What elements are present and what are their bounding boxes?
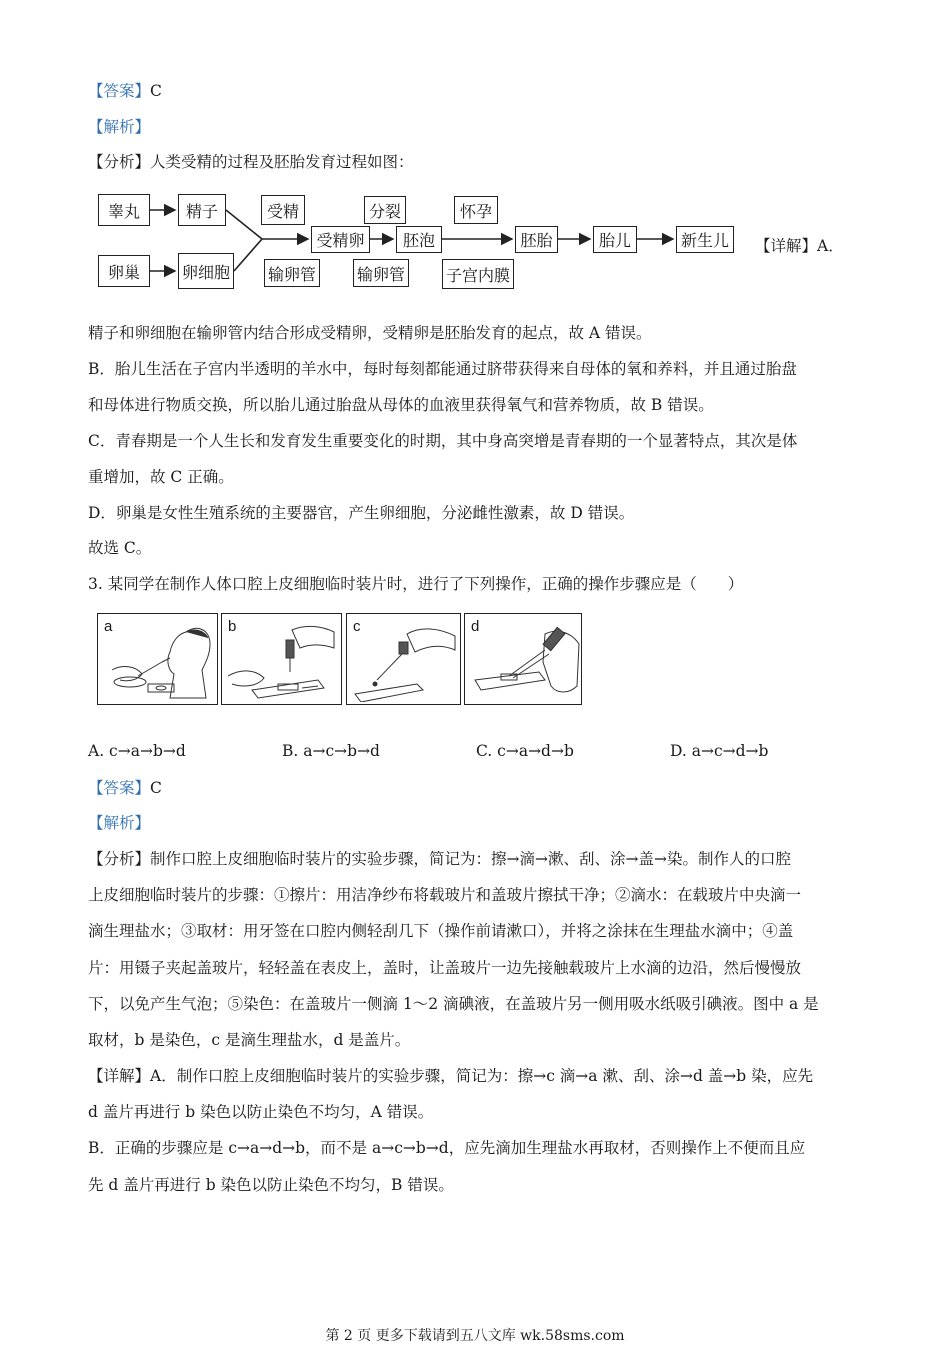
panel-c-letter: c bbox=[353, 618, 361, 635]
analysis2-text-1: 制作口腔上皮细胞临时装片的实验步骤，简记为：擦→滴→漱、刮、涂→盖→染。制作人的口腔 bbox=[150, 850, 791, 868]
option-d: D. a→c→d→b bbox=[670, 742, 769, 760]
node-huaiyun: 怀孕 bbox=[454, 196, 498, 224]
option-c: C. c→a→d→b bbox=[476, 742, 574, 760]
panel-b bbox=[221, 613, 342, 705]
option-b: B. a→c→b→d bbox=[282, 742, 380, 760]
panel-b-letter: b bbox=[228, 618, 237, 635]
panel-d bbox=[464, 613, 582, 705]
analysis-label: 【分析】 bbox=[88, 153, 151, 171]
detail2-line-4: 先 d 盖片再进行 b 染色以防止染色不均匀，B 错误。 bbox=[88, 1176, 454, 1194]
page-footer: 第 2 页 更多下载请到五八文库 wk.58sms.com bbox=[325, 1328, 625, 1344]
node-fenlie: 分裂 bbox=[364, 196, 406, 224]
node-shoujingluan: 受精卵 bbox=[311, 226, 370, 253]
analysis2-line-5: 下，以免产生气泡；⑤染色：在盖玻片一侧滴 1～2 滴碘液，在盖玻片另一侧用吸水纸吸引碘液。图中 a 是 bbox=[88, 995, 819, 1013]
fertilization-flowchart bbox=[0, 0, 950, 300]
selection-line: 故选 C。 bbox=[88, 539, 152, 557]
paragraph-a: 精子和卵细胞在输卵管内结合形成受精卵，受精卵是胚胎发育的起点，故 A 错误。 bbox=[88, 324, 652, 342]
panel-a bbox=[97, 613, 218, 705]
panel-c bbox=[346, 613, 461, 705]
analysis2-line-3: 滴生理盐水；③取材：用牙签在口腔内侧轻刮几下（操作前请漱口），并将之涂抹在生理盐水滴中；④盖 bbox=[88, 922, 794, 940]
staining-illustration bbox=[222, 614, 340, 702]
answer-line-2 bbox=[88, 778, 162, 798]
paragraph-b-1: B．胎儿生活在子宫内半透明的羊水中，每时每刻都能通过脐带获得来自母体的氧和养料，并且通过胎盘 bbox=[88, 360, 797, 378]
detail2-line-3: B．正确的步骤应是 c→a→d→b，而不是 a→c→b→d，应先滴加生理盐水再取材，否则操作上不便而且应 bbox=[88, 1139, 806, 1157]
paragraph-b-2: 和母体进行物质交换，所以胎儿通过胎盘从母体的血液里获得氧气和营养物质，故 B 错误。 bbox=[88, 396, 714, 414]
detail2-line-1 bbox=[88, 1066, 813, 1086]
paragraph-c-2: 重增加，故 C 正确。 bbox=[88, 468, 234, 486]
node-peipao: 胚泡 bbox=[396, 226, 442, 253]
detail2-text-1: A．制作口腔上皮细胞临时装片的实验步骤，简记为：擦→c 滴→a 漱、刮、涂→d 盖→b 染，应先 bbox=[150, 1067, 814, 1085]
question-3: 3. 某同学在制作人体口腔上皮细胞临时装片时，进行了下列操作，正确的操作步骤应是（ ） bbox=[88, 575, 744, 593]
node-xinshenger: 新生儿 bbox=[676, 226, 734, 253]
analysis2-line-1 bbox=[88, 849, 791, 869]
paragraph-d: D．卵巢是女性生殖系统的主要器官，产生卵细胞，分泌雌性激素，故 D 错误。 bbox=[88, 504, 635, 522]
analysis2-line-2: 上皮细胞临时装片的步骤：①擦片：用洁净纱布将载玻片和盖玻片擦拭干净；②滴水：在载玻片中央滴一 bbox=[88, 886, 802, 904]
node-shoujing: 受精 bbox=[261, 195, 305, 225]
analysis-text: 人类受精的过程及胚胎发育过程如图： bbox=[150, 153, 414, 171]
node-luanxibao: 卵细胞 bbox=[178, 253, 234, 289]
analysis2-line-4: 片：用镊子夹起盖玻片，轻轻盖在表皮上，盖时，让盖玻片一边先接触载玻片上水滴的边沿，然后慢慢放 bbox=[88, 959, 802, 977]
analysis-tag: 【解析】 bbox=[88, 118, 151, 136]
option-a: A. c→a→b→d bbox=[88, 742, 186, 760]
paragraph-c-1: C．青春期是一个人生长和发育发生重要变化的时期，其中身高突增是青春期的一个显著特点，其次是体 bbox=[88, 432, 798, 450]
answer-value-2: C bbox=[150, 779, 162, 797]
detail-a-label: A． bbox=[817, 237, 844, 255]
analysis2-line-6: 取材，b 是染色，c 是滴生理盐水，d 是盖片。 bbox=[88, 1031, 411, 1049]
detail-inline bbox=[755, 236, 844, 256]
panel-d-letter: d bbox=[471, 618, 480, 635]
panel-a-letter: a bbox=[104, 618, 113, 635]
answer-tag: 【答案】 bbox=[88, 82, 151, 100]
node-gaowan: 睾丸 bbox=[98, 194, 150, 226]
dropping-illustration bbox=[347, 614, 459, 702]
answer-tag-2: 【答案】 bbox=[88, 779, 151, 797]
scraping-illustration bbox=[98, 614, 216, 702]
node-jingzi: 精子 bbox=[178, 194, 226, 226]
detail2-line-2: d 盖片再进行 b 染色以防止染色不均匀，A 错误。 bbox=[88, 1103, 434, 1121]
answer-value: C bbox=[150, 82, 162, 100]
node-zigongneimo: 子宫内膜 bbox=[442, 259, 514, 289]
node-taier: 胎儿 bbox=[593, 226, 637, 253]
detail-tag: 【详解】 bbox=[755, 237, 818, 255]
analysis2-label: 【分析】 bbox=[88, 850, 151, 868]
covering-illustration bbox=[465, 614, 581, 702]
analysis-tag-2: 【解析】 bbox=[88, 814, 151, 832]
node-shuluanguan-2: 输卵管 bbox=[353, 259, 409, 287]
detail2-label: 【详解】 bbox=[88, 1067, 151, 1085]
node-luanchao: 卵巢 bbox=[98, 255, 150, 287]
node-shuluanguan-1: 输卵管 bbox=[264, 259, 320, 287]
node-peitai: 胚胎 bbox=[515, 226, 558, 253]
